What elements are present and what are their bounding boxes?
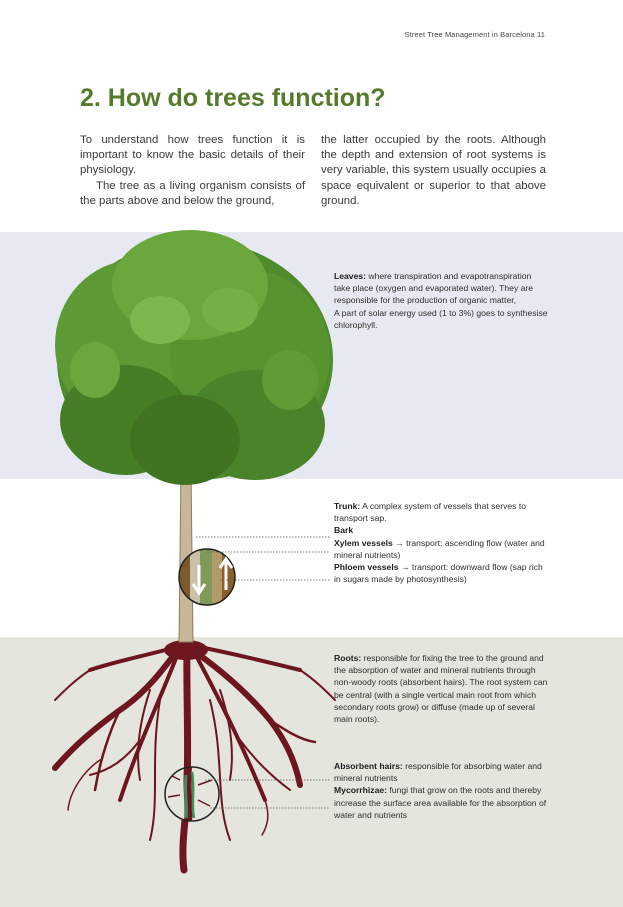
roots-term: Roots: bbox=[334, 653, 362, 663]
phloem-text: → transport: downward flow (sap rich in sugars made by photosynthesis) bbox=[334, 562, 543, 585]
root-section-magnifier bbox=[165, 767, 219, 821]
bark-label bbox=[334, 524, 548, 536]
absorbent-hairs-term: Absorbent hairs: bbox=[334, 761, 403, 771]
leaves-description bbox=[334, 270, 548, 307]
xylem-text: → transport: ascending flow (water and mineral nutrients) bbox=[334, 537, 545, 560]
intro-paragraph-3: the latter occupied by the roots. Although the depth and extension of root systems is very variable, this system usually occupies a space equivalent or superior to that above ground. bbox=[321, 134, 546, 207]
trunk-text: A complex system of vessels that serves to transport sap. bbox=[334, 501, 527, 524]
phloem-term: Phloem vessels bbox=[334, 562, 399, 573]
roots-text: responsible for fixing the tree to the ground and the absorption of water and mineral nutrients through non-woody roots (absorbent hairs). The root system can be central (with a single vertical main root from which secondary roots grow) or diffuse (made up of several main roots). bbox=[334, 653, 548, 725]
annotation-trunk bbox=[334, 500, 548, 585]
roots-description bbox=[334, 652, 548, 725]
canopy bbox=[55, 230, 333, 485]
leaves-extra: A part of solar energy used (1 to 3%) goes to synthesise chlorophyll. bbox=[334, 307, 548, 330]
mycorrhizae-term: Mycorrhizae: bbox=[334, 785, 388, 796]
mycorrhizae-text: fungi that grow on the roots and thereby increase the surface area available for the absorption of water and nutrients bbox=[334, 785, 547, 820]
phloem-description bbox=[334, 561, 548, 585]
annotation-root-details bbox=[334, 760, 548, 821]
annotation-roots bbox=[334, 652, 548, 725]
xylem-term: Xylem vessels bbox=[334, 537, 393, 548]
absorbent-hairs-text: responsible for absorbing water and mineral nutrients bbox=[334, 761, 542, 784]
root-crown bbox=[164, 640, 208, 660]
leaves-text: where transpiration and evapotranspiration take place (oxygen and evaporated water). They are responsible for the production of organic matter, bbox=[334, 271, 534, 306]
running-head-text: Street Tree Management in Barcelona bbox=[404, 30, 535, 39]
section-title: 2. How do trees function? bbox=[80, 84, 386, 112]
intro-paragraph-1: To understand how trees function it is important to know the basic details of their physiology. bbox=[80, 134, 305, 177]
trunk-section-magnifier bbox=[178, 548, 236, 606]
intro-paragraph-2: The tree as a living organism consists of the parts above and below the ground, bbox=[80, 179, 305, 207]
mycorrhizae-description bbox=[334, 784, 548, 821]
absorbent-hairs-description bbox=[334, 760, 548, 784]
leaves-term: Leaves: bbox=[334, 271, 367, 281]
trunk-description bbox=[334, 500, 548, 524]
page-number: 11 bbox=[537, 30, 545, 39]
annotation-leaves bbox=[334, 270, 548, 331]
root-system bbox=[55, 640, 335, 870]
trunk-term: Trunk: bbox=[334, 501, 361, 511]
bark-term: Bark bbox=[334, 525, 354, 536]
xylem-description bbox=[334, 537, 548, 561]
